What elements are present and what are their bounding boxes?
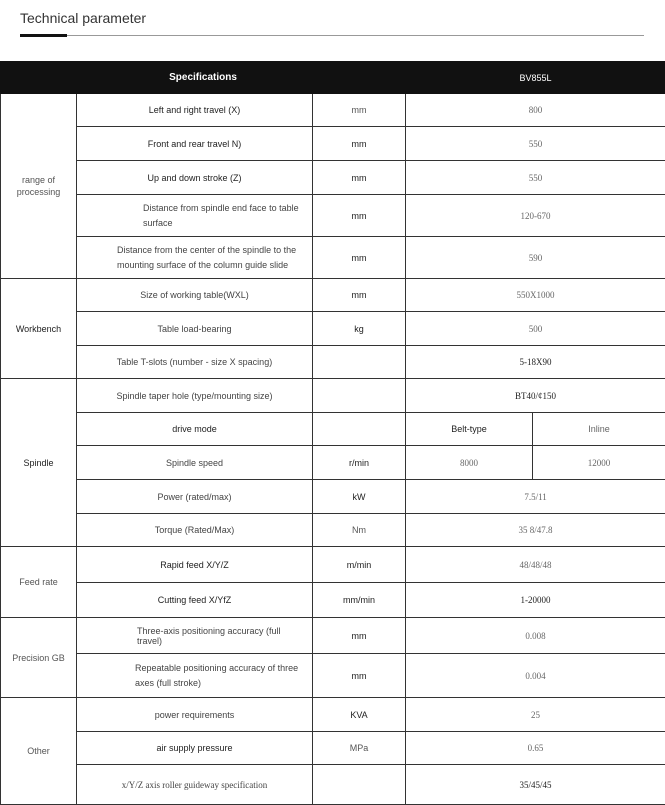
row-value: 800 [406, 94, 665, 127]
row-unit: mm [313, 618, 406, 654]
table-row [1, 654, 665, 698]
row-item: Torque (Rated/Max) [77, 514, 313, 547]
table-row [1, 765, 665, 805]
row-item: Spindle taper hole (type/mounting size) [77, 379, 313, 413]
row-unit: kW [313, 480, 406, 514]
row-unit: MPa [313, 732, 406, 765]
category-other: Other [1, 698, 77, 805]
row-item: power requirements [77, 698, 313, 732]
table-row [1, 583, 665, 618]
row-unit: mm/min [313, 583, 406, 618]
row-value: 5-18X90 [406, 346, 665, 379]
row-item: Power (rated/max) [77, 480, 313, 514]
row-value: 120-670 [406, 195, 665, 237]
row-item: Spindle speed [77, 446, 313, 480]
table-row [1, 127, 665, 161]
table-header-row [1, 62, 665, 94]
row-unit: mm [313, 195, 406, 237]
row-value: 25 [406, 698, 665, 732]
table-row [1, 237, 665, 279]
row-item: Size of working table(WXL) [77, 279, 313, 312]
row-value: 35/45/45 [406, 765, 665, 805]
header-model: BV855L [406, 62, 665, 94]
row-value: 500 [406, 312, 665, 346]
header-specifications: Specifications [1, 62, 406, 94]
category-range: range of processing [1, 94, 77, 279]
row-item: Front and rear travel N) [77, 127, 313, 161]
row-value: BT40/¢150 [406, 379, 665, 413]
row-unit: Nm [313, 514, 406, 547]
row-value: 550X1000 [406, 279, 665, 312]
row-item: Distance from spindle end face to table surface [77, 195, 313, 237]
row-unit: KVA [313, 698, 406, 732]
category-feed-rate: Feed rate [1, 547, 77, 618]
row-value-inline: 12000 [533, 446, 665, 480]
title-accent-bar [20, 34, 67, 37]
title-divider [20, 35, 644, 36]
row-item: Three-axis positioning accuracy (full travel) [77, 618, 313, 654]
row-value: 550 [406, 161, 665, 195]
row-item: Rapid feed X/Y/Z [77, 547, 313, 583]
table-row [1, 346, 665, 379]
table-row [1, 698, 665, 732]
row-unit: mm [313, 161, 406, 195]
table-row [1, 94, 665, 127]
table-row [1, 161, 665, 195]
row-item: Table T-slots (number - size X spacing) [77, 346, 313, 379]
row-value-belt: Belt-type [406, 413, 533, 446]
row-unit [313, 346, 406, 379]
spec-table [0, 61, 665, 805]
table-row [1, 618, 665, 654]
row-value-belt: 8000 [406, 446, 533, 480]
row-item: Repeatable positioning accuracy of three axes (full stroke) [77, 654, 313, 698]
row-item: Distance from the center of the spindle to the mounting surface of the column guide slide [77, 237, 313, 279]
row-unit: kg [313, 312, 406, 346]
row-unit [313, 413, 406, 446]
row-value: 7.5/11 [406, 480, 665, 514]
row-unit [313, 765, 406, 805]
table-row [1, 413, 665, 446]
row-unit: mm [313, 279, 406, 312]
row-unit: mm [313, 127, 406, 161]
table-row [1, 312, 665, 346]
row-value: 1-20000 [406, 583, 665, 618]
row-unit [313, 379, 406, 413]
table-row [1, 379, 665, 413]
row-value-inline: Inline [533, 413, 665, 446]
row-item: Cutting feed X/YfZ [77, 583, 313, 618]
row-unit: mm [313, 654, 406, 698]
table-row [1, 480, 665, 514]
category-workbench: Workbench [1, 279, 77, 379]
row-value: 0.65 [406, 732, 665, 765]
row-item: Up and down stroke (Z) [77, 161, 313, 195]
category-spindle: Spindle [1, 379, 77, 547]
row-item: air supply pressure [77, 732, 313, 765]
row-value: 550 [406, 127, 665, 161]
table-row [1, 279, 665, 312]
row-value: 48/48/48 [406, 547, 665, 583]
row-unit: mm [313, 94, 406, 127]
row-value: 590 [406, 237, 665, 279]
row-unit: mm [313, 237, 406, 279]
table-row [1, 195, 665, 237]
row-item: x/Y/Z axis roller guideway specification [77, 765, 313, 805]
row-item: Table load-bearing [77, 312, 313, 346]
table-row [1, 446, 665, 480]
row-value: 0.008 [406, 618, 665, 654]
page-title: Technical parameter [20, 10, 146, 26]
row-item: drive mode [77, 413, 313, 446]
row-item: Left and right travel (X) [77, 94, 313, 127]
row-unit: r/min [313, 446, 406, 480]
table-row [1, 514, 665, 547]
table-row [1, 732, 665, 765]
category-precision: Precision GB [1, 618, 77, 698]
row-value: 0.004 [406, 654, 665, 698]
table-row [1, 547, 665, 583]
row-value: 35 8/47.8 [406, 514, 665, 547]
row-unit: m/min [313, 547, 406, 583]
